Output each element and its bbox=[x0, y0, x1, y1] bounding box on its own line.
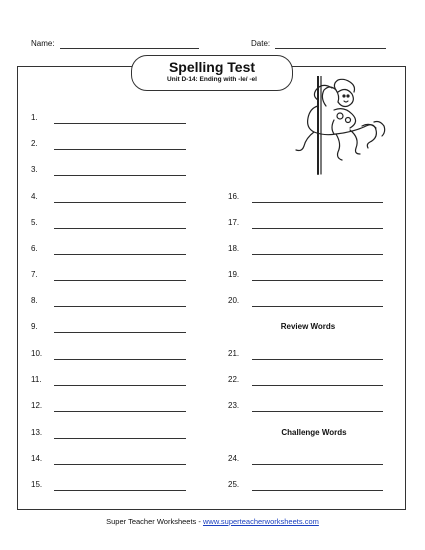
item-number: 10. bbox=[31, 349, 43, 358]
answer-line[interactable] bbox=[54, 123, 186, 124]
answer-line[interactable] bbox=[54, 149, 186, 150]
item-number: 24. bbox=[228, 454, 240, 463]
name-line[interactable] bbox=[60, 48, 199, 49]
item-number: 12. bbox=[31, 401, 43, 410]
answer-line[interactable] bbox=[252, 306, 383, 307]
answer-line[interactable] bbox=[252, 254, 383, 255]
item-number: 5. bbox=[31, 218, 38, 227]
item-number: 9. bbox=[31, 322, 38, 331]
footer-link[interactable]: www.superteacherworksheets.com bbox=[202, 517, 319, 526]
item-number: 3. bbox=[31, 165, 38, 174]
answer-line[interactable] bbox=[54, 332, 186, 333]
item-number: 4. bbox=[31, 192, 38, 201]
item-number: 22. bbox=[228, 375, 240, 384]
carousel-horse-illustration bbox=[278, 76, 390, 176]
answer-line[interactable] bbox=[54, 280, 186, 281]
answer-line[interactable] bbox=[54, 175, 186, 176]
answer-line[interactable] bbox=[252, 202, 383, 203]
name-label: Name: bbox=[31, 39, 55, 48]
answer-line[interactable] bbox=[252, 464, 383, 465]
review-words-heading: Review Words bbox=[280, 322, 336, 331]
answer-line[interactable] bbox=[54, 490, 186, 491]
date-label: Date: bbox=[251, 39, 271, 48]
answer-line[interactable] bbox=[54, 411, 186, 412]
item-number: 6. bbox=[31, 244, 38, 253]
answer-line[interactable] bbox=[54, 202, 186, 203]
date-line[interactable] bbox=[275, 48, 386, 49]
item-number: 11. bbox=[31, 375, 42, 384]
item-number: 2. bbox=[31, 139, 38, 148]
page-title: Spelling Test bbox=[168, 59, 256, 75]
answer-line[interactable] bbox=[54, 359, 186, 360]
item-number: 14. bbox=[31, 454, 43, 463]
item-number: 7. bbox=[31, 270, 38, 279]
answer-line[interactable] bbox=[54, 464, 186, 465]
answer-line[interactable] bbox=[252, 411, 383, 412]
answer-line[interactable] bbox=[54, 228, 186, 229]
item-number: 23. bbox=[228, 401, 240, 410]
answer-line[interactable] bbox=[252, 280, 383, 281]
item-number: 15. bbox=[31, 480, 43, 489]
footer-text: Super Teacher Worksheets - bbox=[106, 517, 203, 526]
item-number: 18. bbox=[228, 244, 240, 253]
title-box bbox=[131, 55, 293, 91]
challenge-words-heading: Challenge Words bbox=[281, 428, 347, 437]
item-number: 25. bbox=[228, 480, 240, 489]
item-number: 13. bbox=[31, 428, 43, 437]
footer bbox=[0, 517, 425, 526]
page-subtitle: Unit D-14: Ending with -le/ -el bbox=[167, 76, 257, 83]
answer-line[interactable] bbox=[252, 385, 383, 386]
name-field bbox=[31, 39, 55, 48]
answer-line[interactable] bbox=[54, 306, 186, 307]
answer-line[interactable] bbox=[252, 490, 383, 491]
item-number: 17. bbox=[228, 218, 240, 227]
answer-line[interactable] bbox=[54, 438, 186, 439]
item-number: 20. bbox=[228, 296, 240, 305]
item-number: 1. bbox=[31, 113, 38, 122]
answer-line[interactable] bbox=[54, 254, 186, 255]
answer-line[interactable] bbox=[252, 228, 383, 229]
date-field bbox=[251, 39, 270, 48]
item-number: 21. bbox=[228, 349, 240, 358]
item-number: 16. bbox=[228, 192, 240, 201]
answer-line[interactable] bbox=[54, 385, 186, 386]
answer-line[interactable] bbox=[252, 359, 383, 360]
item-number: 8. bbox=[31, 296, 38, 305]
item-number: 19. bbox=[228, 270, 240, 279]
